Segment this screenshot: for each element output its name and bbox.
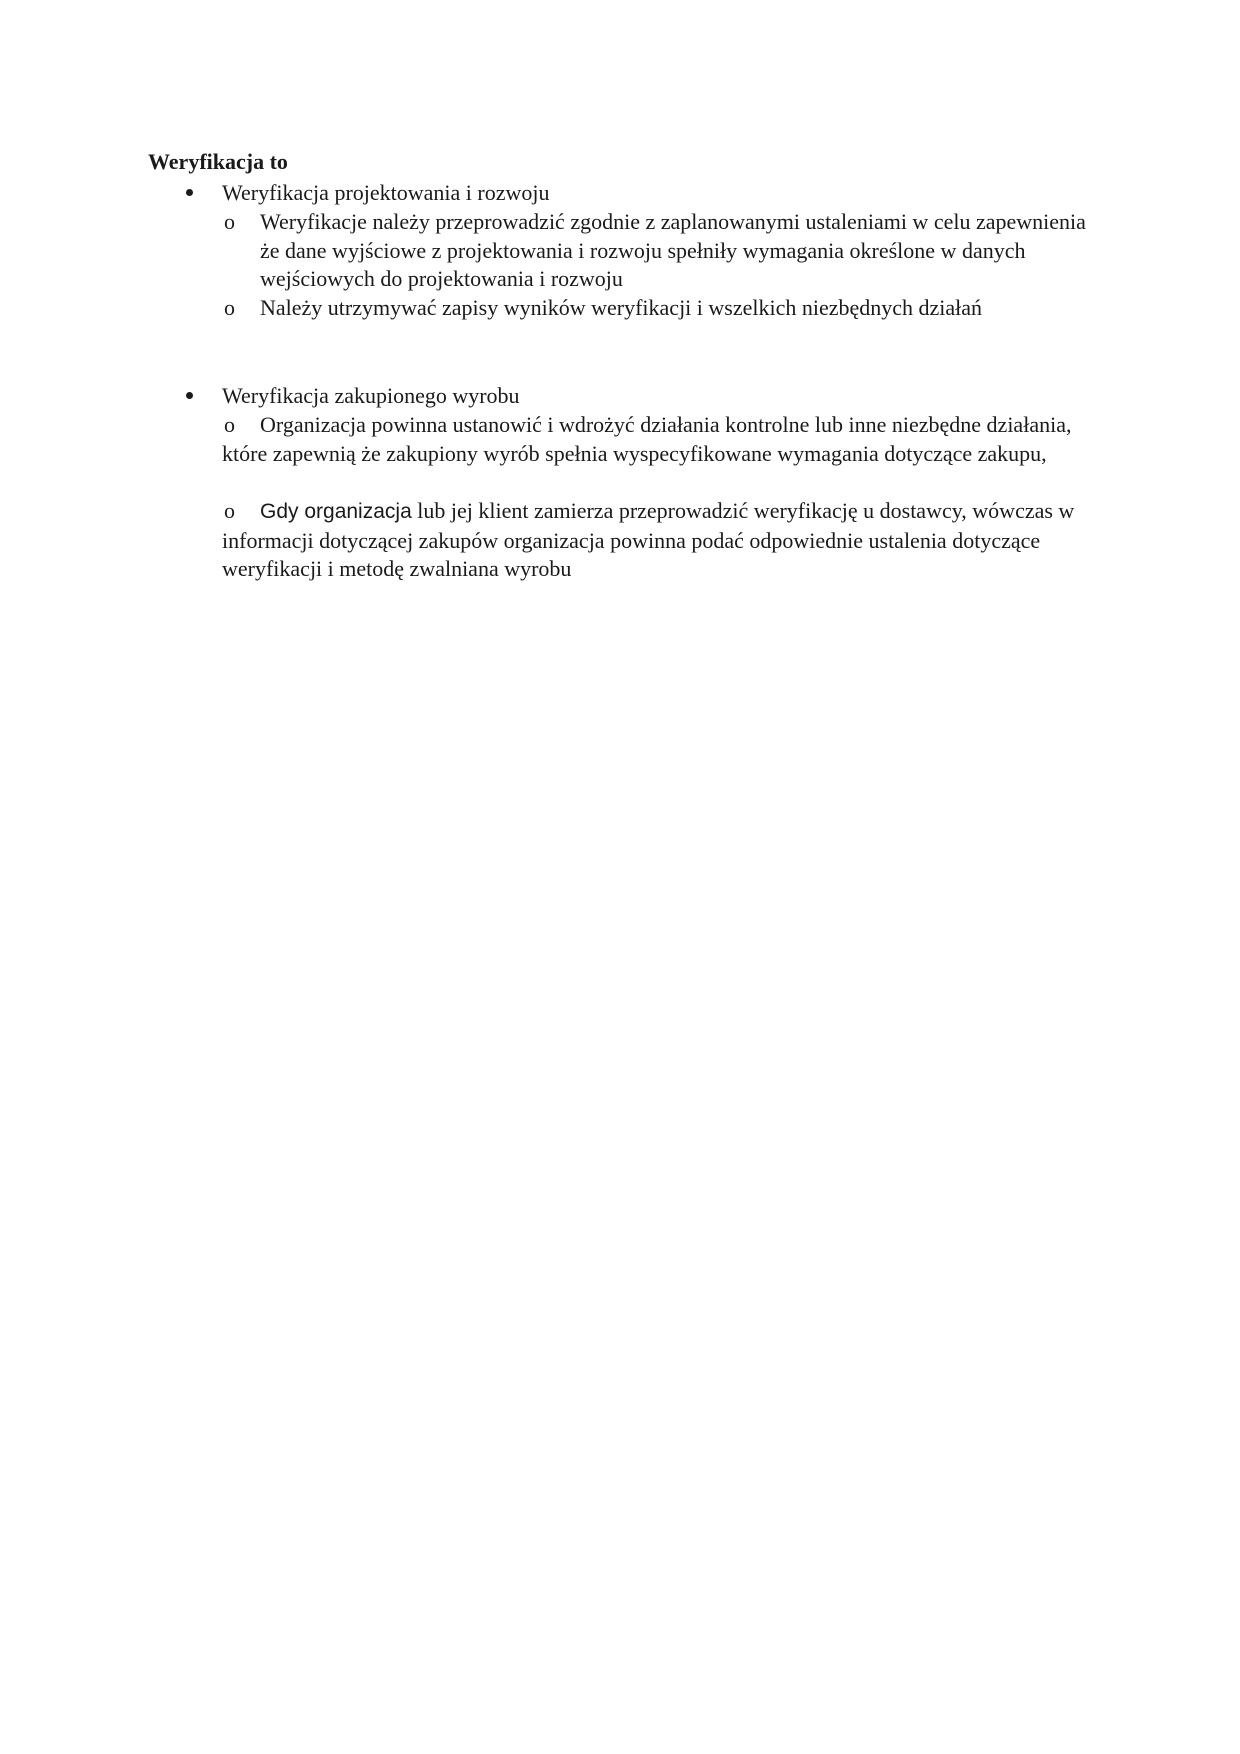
circle-marker-icon: o	[224, 295, 235, 320]
sub-item-text: Należy utrzymywać zapisy wyników weryfikacji i wszelkich niezbędnych działań	[260, 295, 983, 320]
circle-marker-icon: o	[224, 498, 235, 523]
section-title: Weryfikacja zakupionego wyrobu	[222, 383, 520, 408]
bullet-dot-icon	[186, 392, 193, 399]
sub-item-text: Weryfikacje należy przeprowadzić zgodnie z zaplanowanymi ustaleniami w celu zapewnienia że dane wyjściowe z projektowania i rozwoju spełniły wymagania określone w danych wejściowych do projektowania i rozwoju	[260, 209, 1086, 291]
bullet-item	[186, 179, 1086, 207]
sub-item-lead-text: Gdy organizacja	[260, 500, 412, 523]
sub-list-item	[222, 411, 1090, 468]
sub-list-item	[222, 497, 1090, 584]
circle-marker-icon: o	[224, 412, 235, 437]
sub-item-text: lub jej klient zamierza przeprowadzić weryfikację u dostawcy, wówczas w informacji dotyczącej zakupów organizacja powinna podać odpowiednie ustalenia dotyczące weryfikacji i metodę zwalniana wyrobu	[222, 498, 1075, 581]
bullet-item	[186, 382, 1086, 410]
bullet-dot-icon	[186, 189, 193, 196]
sub-item-text: Organizacja powinna ustanowić i wdrożyć działania kontrolne lub inne niezbędne działania, które zapewnią że zakupiony wyrób spełnia wyspecyfikowane wymagania dotyczące zakupu,	[222, 412, 1072, 466]
section-title: Weryfikacja projektowania i rozwoju	[222, 180, 550, 205]
circle-marker-icon: o	[224, 209, 235, 234]
document-heading: Weryfikacja to	[148, 149, 288, 174]
